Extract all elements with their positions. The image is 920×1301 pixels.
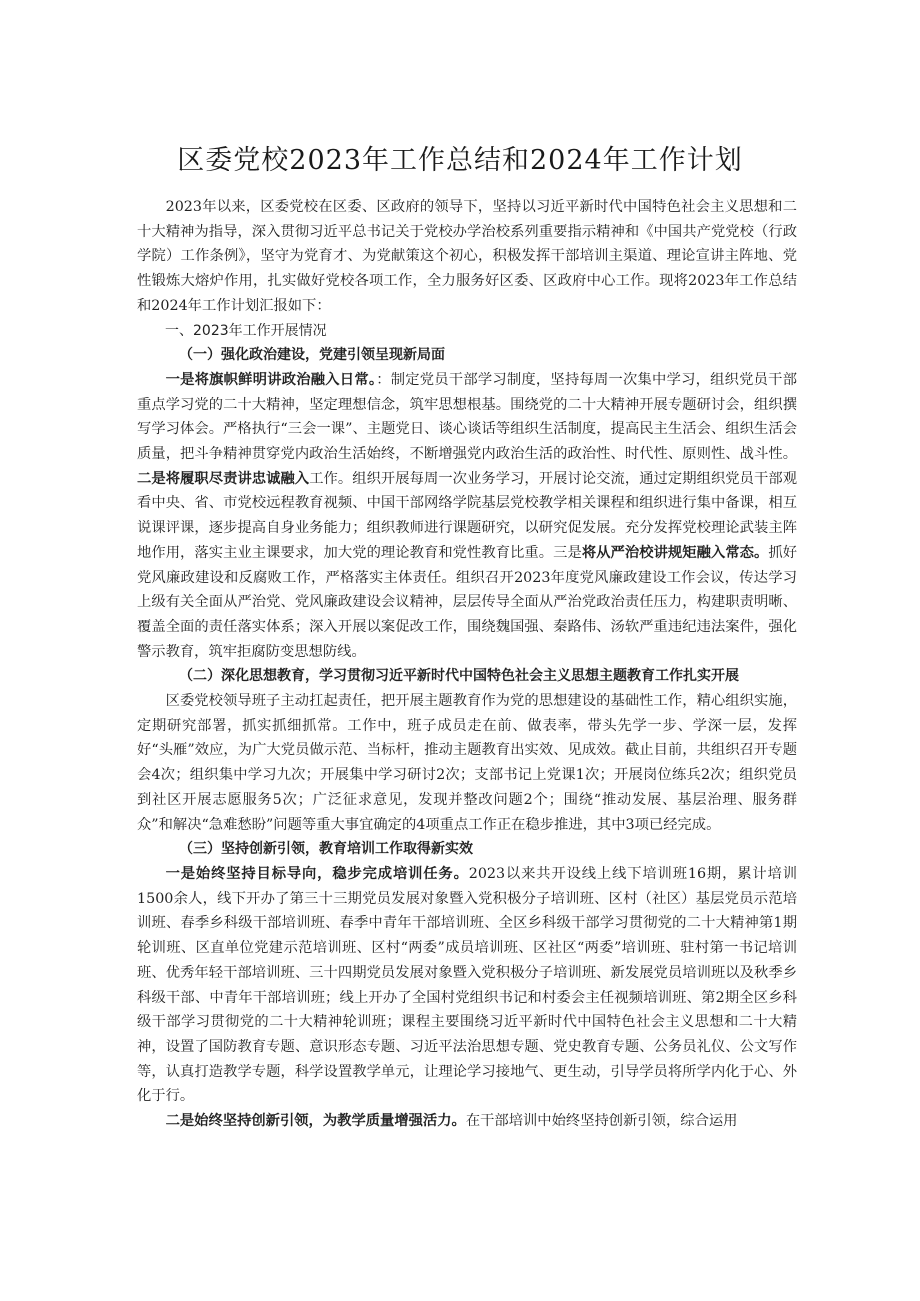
paragraph-text: 在干部培训中始终坚持创新引领，综合运用	[465, 1113, 738, 1130]
paragraph-text: 工作。组织开展每周一次业务学习，开展讨论交流，通过定期组织党员干部观看中央、省、市党校远程教育视频、中国干部网络学院基层党校教学相关课程和组织进行集中备课，相互说课评课，逐步提高自身业务能力；组织教师进行课题研究，以研究促发展。充分发挥党校理论武装主阵地作用，落实主业主课要求，加大党的理论教育和党性教育比重。三是	[137, 470, 797, 561]
lead-phrase: 二是始终坚持创新引领，为教学质量增强活力。	[165, 1113, 466, 1130]
paragraph	[137, 368, 797, 664]
paragraph-text: ：制定党员干部学习制度，坚持每周一次集中学习，组织党员干部重点学习党的二十大精神，坚定理想信念，筑牢思想根基。围绕党的二十大精神开展专题研讨会，组织撰写学习体会。严格执行“三会一课”、主题党日、谈心谈话等组织生活制度，提高民主生活会、组织生活会质量，把斗争精神贯穿党内政治生活始终，不断增强党内政治生活的政治性、时代性、原则性、战斗性。	[137, 371, 798, 463]
lead-phrase: 二是将履职尽责讲忠诚融入	[137, 470, 310, 487]
lead-phrase: 一是始终坚持目标导向，稳步完成培训任务。	[165, 865, 469, 882]
lead-phrase: 一是将旗帜鲜明讲政治融入日常。	[165, 371, 377, 388]
document-title: 区委党校2023年工作总结和2024年工作计划	[177, 145, 743, 176]
paragraph: 区委党校领导班子主动扛起责任，把开展主题教育作为党的思想建设的基础性工作，精心组织实施，定期研究部署，抓实抓细抓常。工作中，班子成员走在前、做表率，带头先学一步、学深一层，发挥好“头雁”效应，为广大党员做示范、当标杆，推动主题教育出实效、见成效。截止目前，共组织召开专题会4次；组织集中学习九次；开展集中学习研讨2次；支部书记上党课1次；开展岗位练兵2次；组织党员到社区开展志愿服务5次；广泛征求意见，发现并整改问题2个；围绕“推动发展、基层治理、服务群众”和解决“急难愁盼”问题等重大事宜确定的4项重点工作正在稳步推进，其中3项已经完成。	[137, 693, 797, 833]
subsection-heading: （三）坚持创新引领，教育培训工作取得新实效	[179, 841, 473, 858]
paragraph	[137, 862, 797, 1109]
lead-phrase: 将从严治校讲规矩融入常态。	[581, 544, 769, 561]
paragraph-text: 抓好党风廉政建设和反腐败工作，严格落实主体责任。组织召开2023年度党风廉政建设工作会议，传达学习上级有关全面从严治党、党风廉政建设会议精神，层层传导全面从严治党政治责任压力，构建职责明晰、覆盖全面的责任落实体系；深入开展以案促改工作，围绕魏国强、秦路伟、汤软严重违纪违法案件，强化警示教育，筑牢拒腐防变思想防线。	[137, 544, 798, 660]
subsection-heading: （二）深化思想教育，学习贯彻习近平新时代中国特色社会主义思想主题教育工作扎实开展	[179, 668, 739, 685]
paragraph-text: 2023以来共开设线上线下培训班16期，累计培训1500余人，线下开办了第三十三期党员发展对象暨入党积极分子培训班、区村（社区）基层党员示范培训班、春季乡科级干部培训班、春季中青年干部培训班、全区乡科级干部学习贯彻党的二十大精神第1期轮训班、区直单位党建示范培训班、区村“两委”成员培训班、区社区“两委”培训班、驻村第一书记培训班、优秀年轻干部培训班、三十四期党员发展对象暨入党积极分子培训班、新发展党员培训班以及秋季乡科级干部、中青年干部培训班；线上开办了全国村党组织书记和村委会主任视频培训班、第2期全区乡科级干部学习贯彻党的二十大精神轮训班；课程主要围绕习近平新时代中国特色社会主义思想和二十大精神，设置了国防教育专题、意识形态专题、习近平法治思想专题、党史教育专题、公务员礼仪、公文写作等，认真打造教学专题，科学设置教学单元，让理论学习接地气、更生动，引导学员将所学内化于心、外化于行。	[137, 865, 797, 1105]
intro-paragraph: 2023年以来，区委党校在区委、区政府的领导下，坚持以习近平新时代中国特色社会主义思想和二十大精神为指导，深入贯彻习近平总书记关于党校办学治校系列重要指示精神和《中国共产党党校（行政学院）工作条例》，坚守为党育才、为党献策这个初心，积极发挥干部培训主渠道、理论宣讲主阵地、党性锻炼大熔炉作用，扎实做好党校各项工作，全力服务好区委、区政府中心工作。现将2023年工作总结和2024年工作计划汇报如下：	[137, 199, 797, 314]
subsection-heading: （一）强化政治建设，党建引领呈现新局面	[179, 347, 445, 364]
document-body	[137, 195, 797, 1134]
paragraph	[137, 1109, 797, 1134]
section-heading: 一、2023年工作开展情况	[165, 322, 327, 339]
